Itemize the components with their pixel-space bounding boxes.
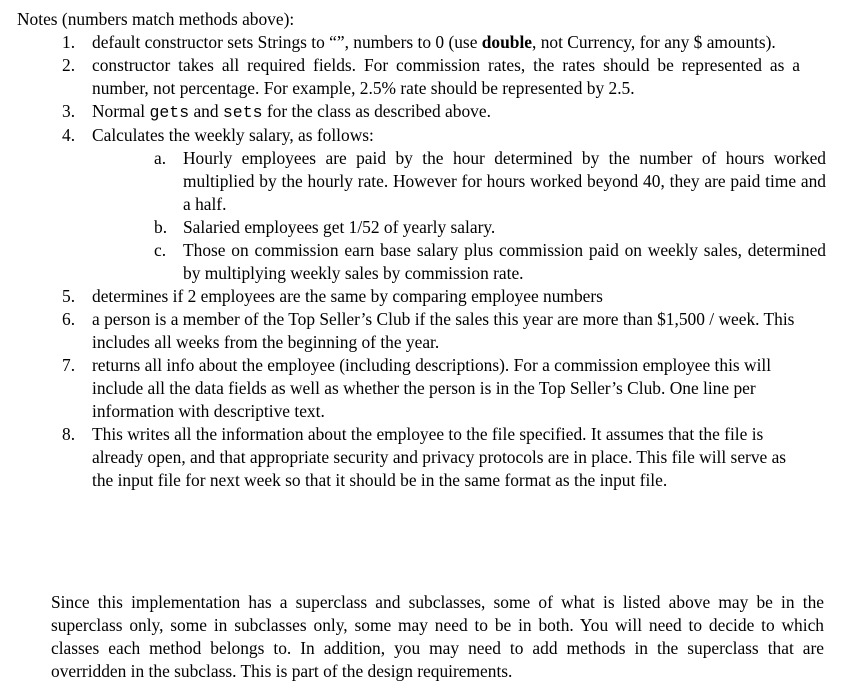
notes-list	[0, 31, 852, 492]
list-item-4	[0, 124, 826, 285]
item-text: returns all info about the employee (including descriptions). For a commission employee this will include all the data fields as well as whether the person is in the Top Seller’s Club. One line per information with descriptive text.	[92, 355, 772, 421]
item-text: determines if 2 employees are the same by comparing employee numbers	[92, 286, 603, 306]
item-text: This writes all the information about the employee to the file specified. It assumes that the file is already open, and that appropriate security and privacy protocols are in place. This file will serve as the input file for next week so that it should be in the same format as the input file.	[92, 424, 787, 490]
sub-item-text: Hourly employees are paid by the hour determined by the number of hours worked multiplied by the hourly rate. However for hours worked beyond 40, they are paid time and a half.	[183, 148, 826, 214]
sub-item-letter: b.	[154, 217, 168, 237]
item-number: 4.	[62, 125, 76, 145]
sub-item-letter: a.	[154, 148, 167, 168]
item-text: for the class as described above.	[262, 101, 491, 121]
item-text: constructor takes all required fields. For commission rates, the rates should be represented as a number, not percentage. For example, 2.5% rate should be represented by 2.5.	[92, 55, 800, 98]
item-text: a person is a member of the Top Seller’s Club if the sales this year are more than $1,500 / week. This includes all weeks from the beginning of the year.	[92, 309, 795, 352]
item-text: , not Currency, for any $ amounts).	[532, 32, 776, 52]
notes-heading: Notes (numbers match methods above):	[17, 9, 295, 29]
item-number: 5.	[62, 286, 76, 306]
item-number: 7.	[62, 355, 76, 375]
sub-item-b	[92, 216, 826, 239]
code-text: gets	[149, 103, 190, 122]
item-number: 1.	[62, 32, 76, 52]
code-text: sets	[222, 103, 263, 122]
item-number: 6.	[62, 309, 76, 329]
sub-item-text: Salaried employees get 1/52 of yearly salary.	[183, 217, 496, 237]
list-item-3	[0, 100, 800, 124]
list-item-8	[0, 423, 800, 492]
list-item-1	[0, 31, 800, 54]
item-text: default constructor sets Strings to “”, numbers to 0 (use	[92, 32, 482, 52]
item-text: and	[189, 101, 223, 121]
list-item-6	[0, 308, 800, 354]
item-number: 8.	[62, 424, 76, 444]
list-item-7	[0, 354, 800, 423]
closing-paragraph: Since this implementation has a superclass and subclasses, some of what is listed above may be in the superclass only, some in subclasses only, some may need to be in both. You will need to decide to which classes each method belongs to. In addition, you may need to add methods in the superclass that are overridden in the subclass. This is part of the design requirements.	[51, 592, 824, 681]
item-text: Normal	[92, 101, 150, 121]
bold-text: double	[481, 32, 533, 52]
sub-item-c	[92, 239, 826, 285]
list-item-5	[0, 285, 800, 308]
item-text: Calculates the weekly salary, as follows:	[92, 125, 374, 145]
list-item-2	[0, 54, 800, 100]
item-number: 3.	[62, 101, 76, 121]
sub-item-text: Those on commission earn base salary plus commission paid on weekly sales, determined by multiplying weekly sales by commission rate.	[183, 240, 826, 283]
sub-item-letter: c.	[154, 240, 167, 260]
item-number: 2.	[62, 55, 76, 75]
sub-item-a	[92, 147, 826, 216]
